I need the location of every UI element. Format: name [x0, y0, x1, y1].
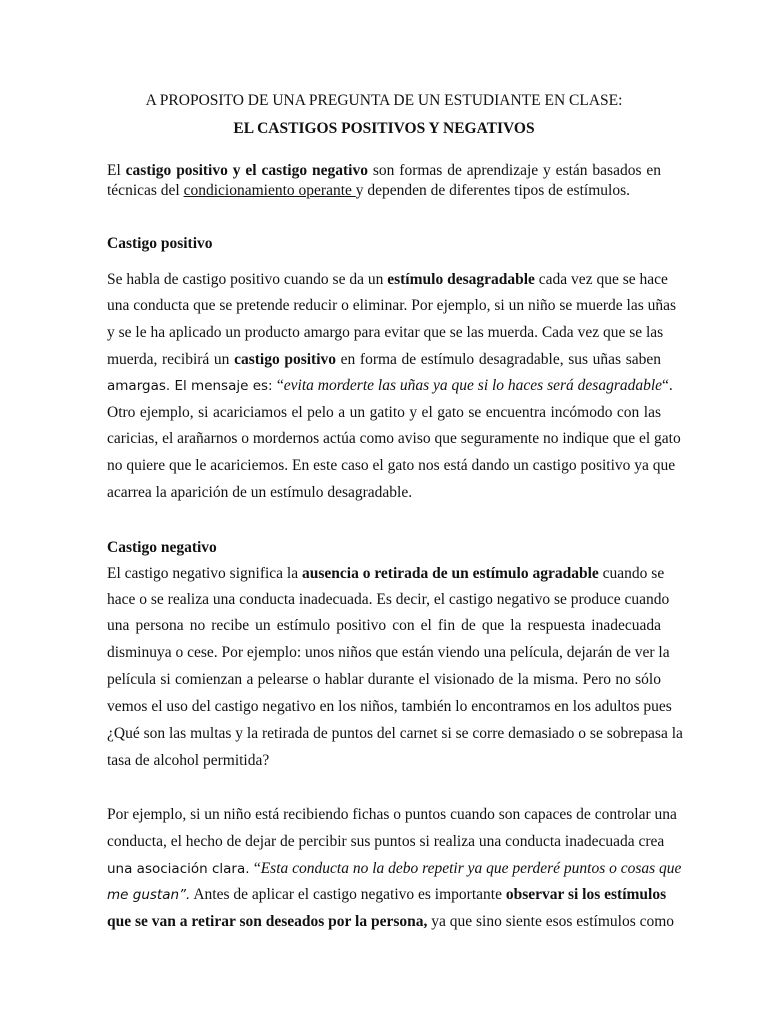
- negativo-line-3: una persona no recibe un estímulo positivo con el fin de que la respuesta inadecuada: [107, 617, 661, 634]
- italic-quote: evita morderte las uñas ya que si lo haces será desagradable: [283, 377, 663, 394]
- text-run: muerda, recibirá un: [107, 351, 235, 368]
- positivo-line-3: y se le ha aplicado un producto amargo para evitar que se las muerda. Cada vez que se las: [107, 324, 664, 341]
- text-run: amargas. El mensaje es:: [107, 378, 277, 394]
- text-run: técnicas del: [107, 182, 184, 199]
- text-run: en forma de estímulo desagradable, sus uñas saben: [336, 351, 661, 368]
- section-heading-positivo: Castigo positivo: [107, 235, 213, 252]
- quote-mark: “.: [662, 377, 673, 394]
- text-run: El: [107, 162, 126, 179]
- positivo-line-1: [107, 271, 668, 289]
- positivo-line-8: no quiere que le acariciemos. En este caso el gato nos está dando un castigo positivo ya que: [107, 457, 676, 474]
- positivo-line-2: una conducta que se pretende reducir o eliminar. Por ejemplo, si un niño se muerde las uñas: [107, 297, 677, 314]
- intro-line-1: [107, 162, 661, 180]
- negativo-line-5: película si comienzan a pelearse o hablar durante el visionado de la misma. Pero no sólo: [107, 671, 661, 688]
- quote-mark: “: [276, 377, 284, 394]
- text-run: El castigo negativo significa la: [107, 565, 302, 582]
- section-heading-negativo: Castigo negativo: [107, 539, 217, 556]
- negativo-line-1: [107, 565, 665, 583]
- text-run: Antes de aplicar el castigo negativo es importante: [190, 886, 506, 903]
- ejemplo-line-4: [107, 886, 667, 904]
- bold-term: castigo positivo y el castigo negativo: [125, 162, 368, 179]
- positivo-line-5: [107, 377, 673, 395]
- positivo-line-7: caricias, el arañarnos o mordernos actúa como aviso que seguramente no indique que el gato: [107, 430, 681, 447]
- negativo-line-2: hace o se realiza una conducta inadecuada. Es decir, el castigo negativo se produce cuando: [107, 591, 670, 608]
- text-run: Se habla de castigo positivo cuando se da un: [107, 271, 388, 288]
- text-run: cuando se: [598, 565, 665, 582]
- text-run: son formas de aprendizaje y están basados en: [367, 162, 662, 179]
- text-run: ya que sino siente esos estímulos como: [427, 913, 675, 930]
- italic-quote: Esta conducta no la debo repetir ya que perderé puntos o cosas que: [260, 860, 682, 877]
- quote-mark: “: [253, 860, 261, 877]
- text-run: cada vez que se hace: [534, 271, 668, 288]
- ejemplo-line-3: [107, 860, 682, 878]
- negativo-line-6: vemos el uso del castigo negativo en los niños, también lo encontramos en los adultos pues: [107, 698, 672, 715]
- text-run: y dependen de diferentes tipos de estímulos.: [355, 182, 630, 199]
- document-title-line-1: A PROPOSITO DE UNA PREGUNTA DE UN ESTUDIANTE EN CLASE:: [145, 92, 623, 109]
- document-title-line-2: EL CASTIGOS POSITIVOS Y NEGATIVOS: [233, 120, 535, 137]
- positivo-line-6: Otro ejemplo, si acariciamos el pelo a un gatito y el gato se encuentra incómodo con las: [107, 404, 661, 421]
- underlined-term: condicionamiento operante: [183, 182, 356, 199]
- ejemplo-line-5: [107, 913, 675, 931]
- bold-term: ausencia o retirada de un estímulo agradable: [301, 565, 599, 582]
- text-run: una asociación clara.: [107, 861, 254, 877]
- bold-term: observar si los estímulos: [505, 886, 667, 903]
- bold-term: que se van a retirar son deseados por la persona,: [107, 913, 428, 930]
- ejemplo-line-2: conducta, el hecho de dejar de percibir sus puntos si realiza una conducta inadecuada crea: [107, 833, 665, 850]
- negativo-line-7: ¿Qué son las multas y la retirada de puntos del carnet si se corre demasiado o se sobrepasa la: [107, 725, 683, 742]
- ejemplo-line-1: Por ejemplo, si un niño está recibiendo fichas o puntos cuando son capaces de controlar una: [107, 806, 677, 823]
- negativo-line-8: tasa de alcohol permitida?: [107, 752, 270, 769]
- negativo-line-4: disminuya o cese. Por ejemplo: unos niños que están viendo una película, dejarán de ver la: [107, 644, 670, 661]
- italic-quote: me gustan”.: [107, 887, 191, 903]
- positivo-line-9: acarrea la aparición de un estímulo desagradable.: [107, 484, 413, 501]
- bold-term: castigo positivo: [234, 351, 337, 368]
- bold-term: estímulo desagradable: [387, 271, 535, 288]
- intro-line-2: [107, 182, 661, 200]
- positivo-line-4: [107, 351, 661, 369]
